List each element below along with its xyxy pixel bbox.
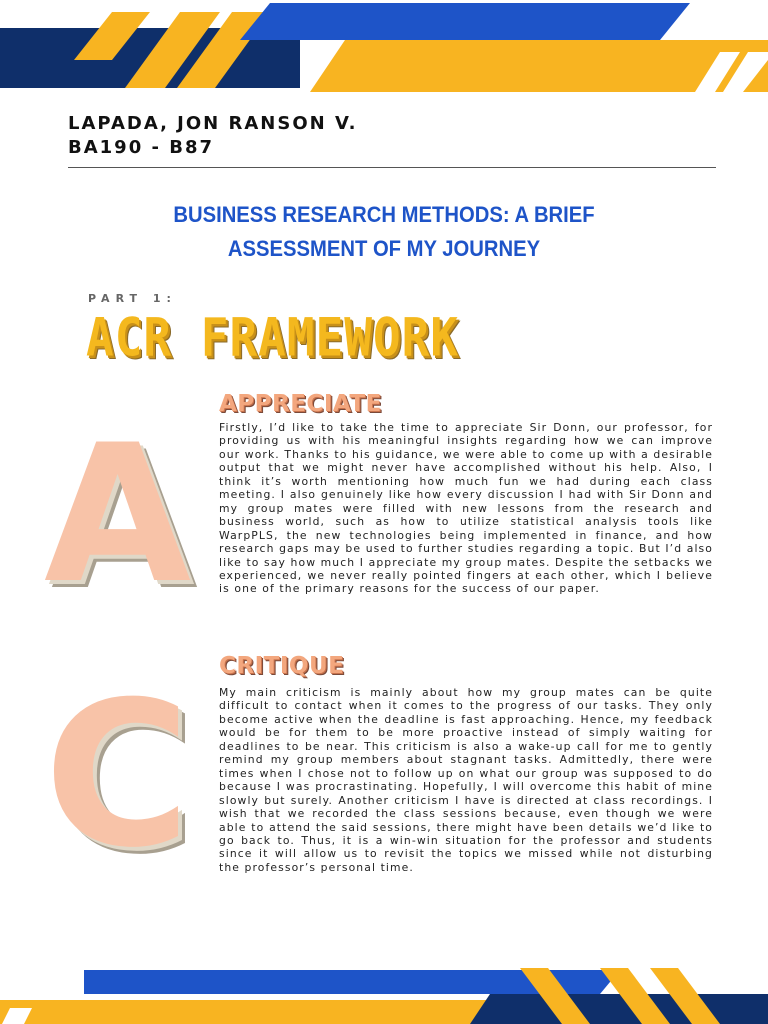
top-banner-blue-band bbox=[240, 3, 690, 40]
header-divider bbox=[68, 167, 716, 168]
critique-paragraph: My main criticism is mainly about how my group mates can be quite difficult to contact when it comes to the progress of our tasks. They only become active when the deadline is fast approaching. Hence, my feedback would be for them to be more proactive instead of simply waiting for deadlines to be near. This criticism is also a wake-up call for me to gently remind my group members about stagnant tasks. Admittedly, there were times when I chose not to follow up on what our group was supposed to do because I was procrastinating. Hopefully, I will overcome this habit of mine slowly but surely. Another criticism I have is directed at class recordings. I wish that we recorded the class sessions because, even though we were able to attend the said sessions, there might have been details we’d like to go back to. Thus, it is a win-win situation for the professor and students since it will allow us to revisit the topics we missed while not disturbing the professor’s personal time. bbox=[219, 686, 713, 874]
top-banner bbox=[0, 0, 768, 100]
document-title-line-2: ASSESSMENT OF MY JOURNEY bbox=[227, 236, 541, 261]
critique-heading: CRITIQUE bbox=[219, 653, 345, 679]
author-name: LAPADA, JON RANSON V. bbox=[68, 113, 358, 134]
critique-big-letter: C bbox=[44, 659, 191, 892]
top-banner-gold-band bbox=[310, 40, 768, 92]
part-label: PART 1: bbox=[88, 292, 177, 305]
appreciate-paragraph: Firstly, I’d like to take the time to appreciate Sir Donn, our professor, for providing us with his meaningful insights regarding how we can improve our work. Thanks to his guidance, we were able to come up with a desirable output that we might never have accomplished without his help. Also, I think it’s worth mentioning how much fun we had during each class meeting. I also genuinely like how every discussion I had with Sir Donn and my group mates were filled with new lessons from the research and business world, such as how to utilize statistical analysis tools like WarpPLS, the new technologies being implemented in finance, and how research gaps may be used to further studies regarding a topic. But I’d also like to say how much I appreciate my group mates. Despite the setbacks we experienced, we never really pointed fingers at each other, which I believe is one of the primary reasons for the success of our paper. bbox=[219, 421, 713, 596]
framework-title: ACR FRAMEWORK bbox=[86, 306, 460, 369]
bottom-banner bbox=[0, 964, 768, 1024]
appreciate-big-letter: A bbox=[44, 404, 192, 625]
course-code: BA190 - B87 bbox=[68, 137, 214, 158]
bottom-banner-navy-band bbox=[470, 994, 768, 1024]
document-title bbox=[93, 198, 674, 266]
document-title-line-1: BUSINESS RESEARCH METHODS: A BRIEF bbox=[173, 202, 595, 227]
appreciate-heading: APPRECIATE bbox=[219, 391, 382, 417]
author-block bbox=[68, 112, 357, 160]
